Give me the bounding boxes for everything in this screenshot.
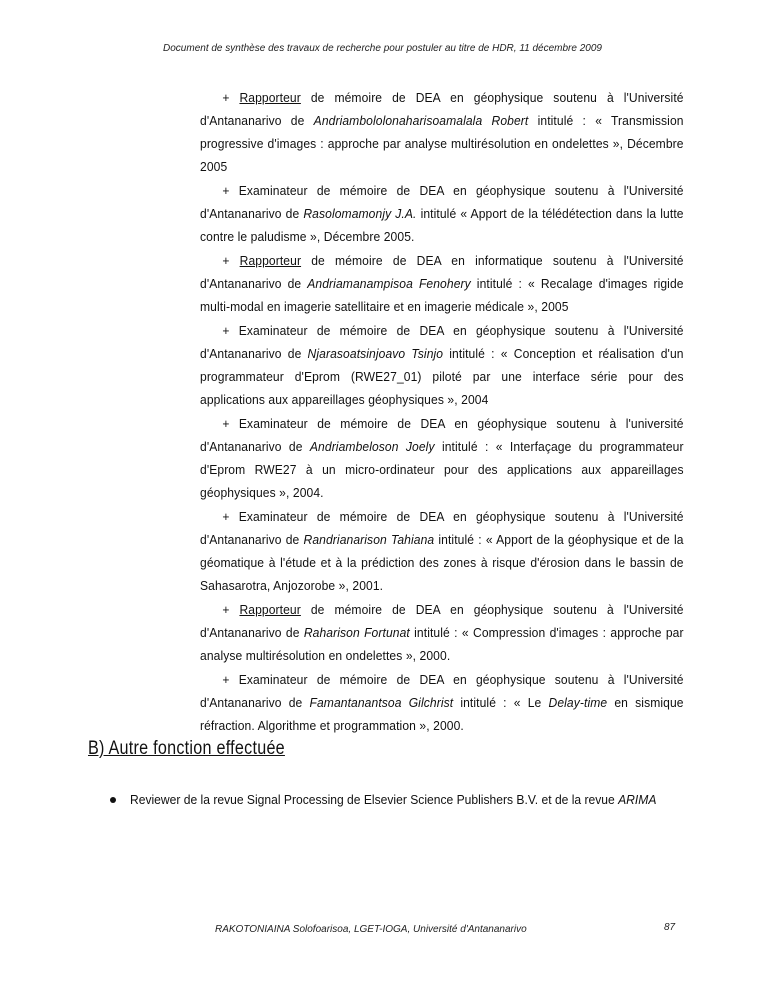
entry-student-name: Andriambeloson Joely xyxy=(309,439,435,454)
jury-list xyxy=(200,86,684,738)
jury-entry xyxy=(200,668,684,737)
entry-post: intitulé : « Transmission progressive d'images : approche par analyse multirésolution en ondelettes », Décembre 2005 xyxy=(200,113,684,174)
jury-entry xyxy=(200,249,684,318)
entry-pre: de mémoire de DEA en géophysique soutenu à l'Université d'Antananarivo de xyxy=(200,183,684,221)
bullet-journal-name: ARIMA xyxy=(618,792,657,807)
jury-entry xyxy=(200,179,684,248)
entry-student-name: Raharison Fortunat xyxy=(303,625,410,640)
entry-lead: + xyxy=(222,509,239,524)
page-header: Document de synthèse des travaux de recherche pour postuler au titre de HDR, 11 décembre 2009 xyxy=(163,43,602,54)
entry-student-name: Randrianarison Tahiana xyxy=(303,532,435,547)
entry-role: Examinateur xyxy=(238,323,308,338)
entry-post: intitulé : « Interfaçage du programmateur d'Eprom RWE27 à un micro-ordinateur pour des applications aux appareillages géophysiques », 2004. xyxy=(200,439,684,500)
entry-pre: de mémoire de DEA en géophysique soutenu à l'Université d'Antananarivo de xyxy=(200,509,684,547)
entry-post-continued: en sismique réfraction. Algorithme et programmation », 2000. xyxy=(200,695,684,733)
entry-lead: + xyxy=(222,90,240,105)
entry-lead: + xyxy=(222,183,239,198)
entry-pre: de mémoire de DEA en géophysique soutenu à l'Université d'Antananarivo de xyxy=(200,602,684,640)
jury-entry xyxy=(200,505,684,597)
entry-role: Rapporteur xyxy=(239,90,301,105)
entry-pre: de mémoire de DEA en géophysique soutenu à l'université d'Antananarivo de xyxy=(200,416,684,454)
entry-student-name: Famantanantsoa Gilchrist xyxy=(309,695,454,710)
page-number: 87 xyxy=(664,922,676,933)
entry-role: Examinateur xyxy=(238,672,308,687)
entry-pre: de mémoire de DEA en géophysique soutenu à l'Université d'Antananarivo de xyxy=(200,323,684,361)
entry-lead: + xyxy=(222,323,239,338)
jury-entry xyxy=(200,319,684,411)
bullet-text xyxy=(130,792,656,807)
entry-student-name: Andriambololonaharisoamalala Robert xyxy=(313,113,529,128)
entry-post: intitulé : « Recalage d'images rigide multi-modal en imagerie satellitaire et en imagerie médicale », 2005 xyxy=(200,276,684,314)
entry-post: intitulé : « Conception et réalisation d'un programmateur d'Eprom (RWE27_01) piloté par une interface série pour des applications aux appareillages géophysiques », 2004 xyxy=(200,346,684,407)
bullet-body: Reviewer de la revue Signal Processing de Elsevier Science Publishers B.V. et de la revue xyxy=(130,792,619,807)
entry-role: Examinateur xyxy=(238,416,308,431)
entry-post: intitulé : « Apport de la géophysique et de la géomatique à l'étude et à la prédiction des zones à risque d'érosion dans le bassin de Sahasarotra, Anjozorobe », 2001. xyxy=(200,532,684,593)
entry-pre: de mémoire de DEA en géophysique soutenu à l'Université d'Antananarivo de xyxy=(200,90,684,128)
jury-entry xyxy=(200,412,684,504)
entry-role: Rapporteur xyxy=(239,602,301,617)
entry-student-name: Rasolomamonjy J.A. xyxy=(303,206,417,221)
bullet-icon xyxy=(110,797,116,803)
entry-lead: + xyxy=(222,416,239,431)
entry-role: Examinateur xyxy=(238,509,308,524)
entry-role: Rapporteur xyxy=(239,253,302,268)
section-title: B) Autre fonction effectuée xyxy=(88,738,285,759)
entry-role: Examinateur xyxy=(238,183,308,198)
entry-post: intitulé « Apport de la télédétection dans la lutte contre le paludisme », Décembre 2005. xyxy=(200,206,684,244)
entry-student-name: Andriamanampisoa Fenohery xyxy=(307,276,471,291)
entry-pre: de mémoire de DEA en informatique soutenu à l'Université d'Antananarivo de xyxy=(200,253,684,291)
jury-entry xyxy=(200,86,684,178)
entry-student-name: Njarasoatsinjoavo Tsinjo xyxy=(307,346,444,361)
entry-pre: de mémoire de DEA en géophysique soutenu à l'Université d'Antananarivo de xyxy=(200,672,684,710)
entry-lead: + xyxy=(222,672,239,687)
entry-lead: + xyxy=(222,602,240,617)
bullet-item xyxy=(110,792,696,807)
page-footer: RAKOTONIAINA Solofoarisoa, LGET-IOGA, Université d'Antananarivo xyxy=(215,924,527,935)
entry-italic-term: Delay-time xyxy=(548,695,608,710)
entry-lead: + xyxy=(222,253,240,268)
jury-entry xyxy=(200,598,684,667)
entry-post: intitulé : « Compression d'images : approche par analyse multirésolution en ondelettes », 2000. xyxy=(200,625,684,663)
entry-post: intitulé : « Le xyxy=(453,695,549,710)
